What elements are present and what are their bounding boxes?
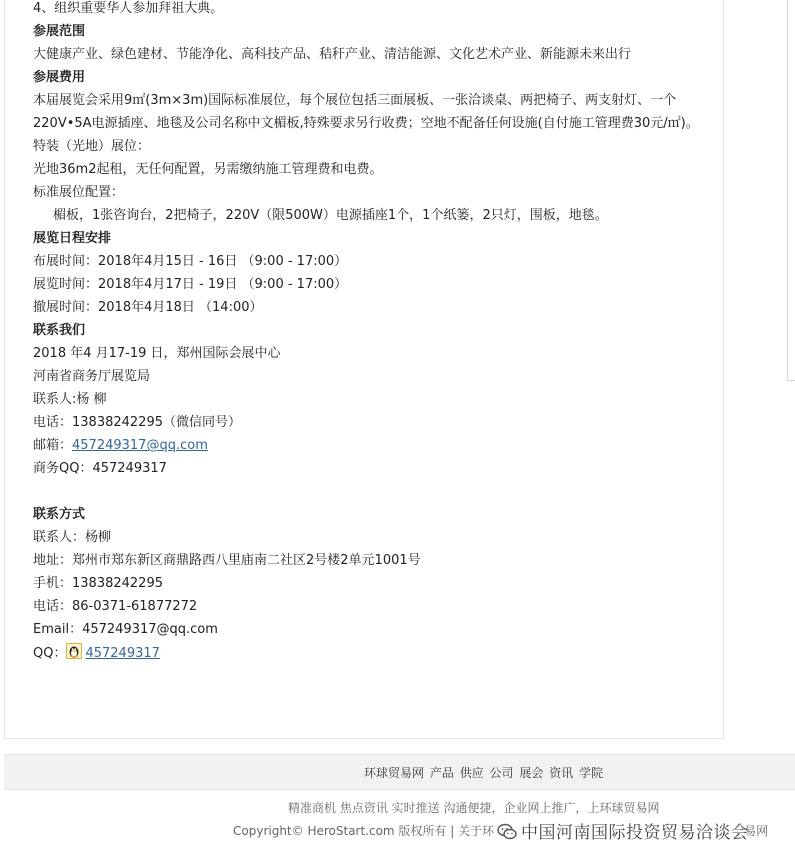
footer-nav-supply[interactable]: 供应 [459, 766, 484, 780]
scope-text: 大健康产业、绿色建材、节能净化、高科技产品、秸秆产业、清洁能源、文化艺术产业、新能源未来出行 [33, 47, 632, 62]
method-qq-label: QQ： [33, 646, 67, 661]
contact-qq: 商务QQ：457249317 [33, 461, 167, 476]
footer-copyright-tail: 易网 [744, 824, 769, 838]
wechat-icon [497, 823, 517, 841]
method-phone: 电话：86-0371-61877272 [33, 599, 198, 614]
fee-text-2: 220V•5A电源插座、地毯及公司名称中文楣板,特殊要求另行收费；空地不配备任何设施(自付施工管理费30元/㎡)。 [33, 116, 699, 131]
method-mobile: 手机：13838242295 [33, 576, 163, 591]
standard-booth-label: 标准展位配置： [33, 185, 125, 200]
footer-nav-exhibitions[interactable]: 展会 [519, 766, 544, 780]
contact-email-row [33, 436, 208, 456]
footer-nav-products[interactable]: 产品 [429, 766, 454, 780]
method-address: 地址：郑州市郑东新区商鼎路西八里庙南二社区2号楼2单元1001号 [33, 553, 421, 568]
footer-nav-news[interactable]: 资讯 [549, 766, 574, 780]
wechat-watermark [497, 818, 749, 843]
scope-heading: 参展范围 [33, 24, 86, 39]
footer-nav-home[interactable]: 环球贸易网 [364, 766, 425, 780]
schedule-setup: 布展时间：2018年4月15日 - 16日 （9:00 - 17:00） [33, 254, 348, 269]
footer-nav-bar [4, 754, 795, 790]
method-qq-link[interactable]: 457249317 [85, 646, 160, 661]
schedule-heading: 展览日程安排 [33, 231, 112, 246]
special-booth-text: 光地36m2起租，无任何配置，另需缴纳施工管理费和电费。 [33, 162, 383, 177]
method-heading: 联系方式 [33, 507, 86, 522]
footer-copyright-text: Copyright© HeroStart.com 版权所有 | 关于环 [233, 824, 495, 838]
method-email: Email：457249317@qq.com [33, 622, 218, 637]
standard-booth-text: 楣板，1张咨询台，2把椅子，220V（限500W）电源插座1个，1个纸篓，2只灯，围板，地毯。 [53, 208, 608, 223]
fee-heading: 参展费用 [33, 70, 86, 85]
contact-org: 河南省商务厅展览局 [33, 369, 151, 384]
contact-person: 联系人:杨 柳 [33, 392, 107, 407]
watermark-text: 中国河南国际投资贸易洽谈会 [521, 823, 749, 843]
contact-heading: 联系我们 [33, 323, 86, 338]
item-4: 4、组织重要华人参加拜祖大典。 [33, 1, 224, 16]
qq-penguin-icon[interactable] [66, 643, 82, 659]
footer-nav-links [364, 764, 605, 781]
footer-slogan: 精准商机 焦点资讯 实时推送 沟通便捷，企业网上推广，上环球贸易网 [288, 801, 660, 815]
contact-phone: 电话：13838242295（微信同号） [33, 415, 241, 430]
contact-email-label: 邮箱： [33, 438, 73, 453]
method-qq-row [33, 643, 160, 664]
scrollbar-track[interactable] [787, 0, 795, 381]
contact-date-venue: 2018 年4 月17-19 日，郑州国际会展中心 [33, 346, 281, 361]
schedule-show: 展览时间：2018年4月17日 - 19日 （9:00 - 17:00） [33, 277, 348, 292]
footer-nav-companies[interactable]: 公司 [489, 766, 514, 780]
schedule-teardown: 撤展时间：2018年4月18日 （14:00） [33, 300, 263, 315]
contact-email-link[interactable]: 457249317@qq.com [72, 438, 208, 453]
special-booth-label: 特装（光地）展位： [33, 139, 151, 154]
fee-text-1: 本届展览会采用9㎡(3m×3m)国际标准展位，每个展位包括三面展板、一张洽谈桌、两把椅子、两支射灯、一个 [33, 93, 677, 108]
method-person: 联系人：杨柳 [33, 530, 112, 545]
footer-nav-academy[interactable]: 学院 [579, 766, 604, 780]
